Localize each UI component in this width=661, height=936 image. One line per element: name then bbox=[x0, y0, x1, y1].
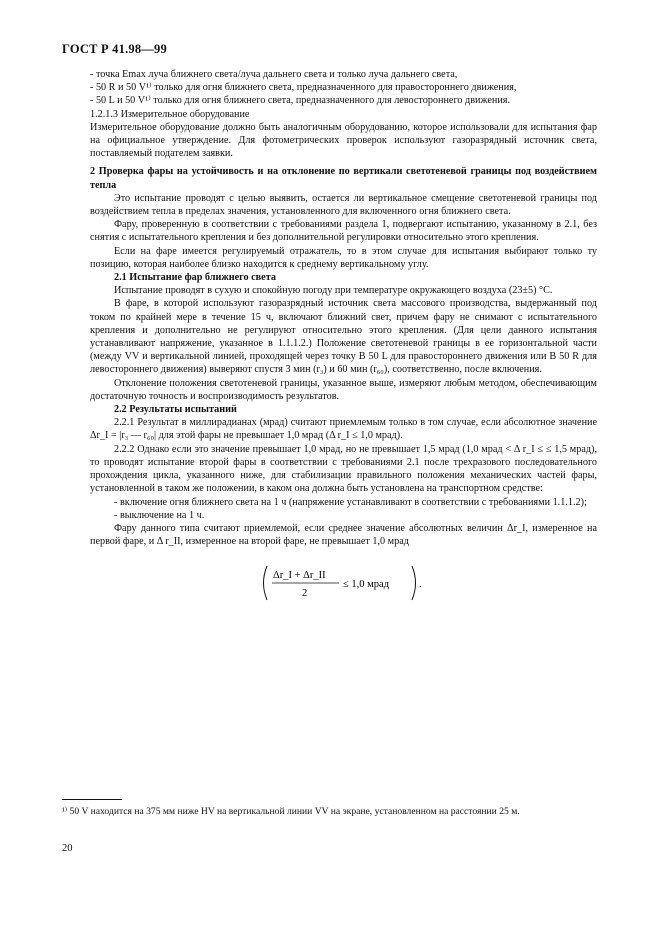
paragraph-list bbox=[90, 68, 597, 548]
paragraph: - точка Emax луча ближнего света/луча дальнего света и только луча дальнего света, bbox=[90, 69, 458, 80]
paragraph: 2.1 Испытание фар ближнего света bbox=[114, 272, 276, 284]
paragraph: Если на фаре имеется регулируемый отражатель, то в этом случае для испытания выбирают только ту позицию, которая наиболее близко находится к среднему вертикальному углу. bbox=[90, 245, 597, 270]
formula-denominator: 2 bbox=[301, 588, 307, 600]
paragraph: - выключение на 1 ч. bbox=[114, 509, 205, 521]
paragraph: Отклонение положения светотеневой границы, указанное выше, измеряют любым методом, обеспечивающим достаточную точность и воспроизводимость результатов. bbox=[90, 377, 597, 402]
formula-relation: ≤ 1,0 мрад bbox=[342, 579, 389, 591]
paragraph: Фару, проверенную в соответствии с требованиями раздела 1, подвергают испытанию, указанному в 2.1, без снятия с испытательного крепления и без дополнительной регулировки относительно этого крепления. bbox=[90, 219, 597, 244]
page-number: 20 bbox=[62, 843, 73, 854]
formula-numerator: Δr_I + Δr_II bbox=[272, 570, 326, 582]
formula bbox=[90, 562, 597, 602]
paragraph: В фаре, в которой используют газоразрядный источник света массового производства, выдержанный под током по крайней мере в течение 15 ч, включают ближний свет, причем фару не снимают с испытательного крепления и дополнительно не регулируют относительно этого крепления. (Для цели данного испытания устанавливают напряжение, указанное в 1.1.1.2.) Положение светотеневой границы в ее горизонтальной части (между VV и вертикальной линией, проходящей через точку B 50 L для правостороннего движения или B 50 R для левостороннего движения) выверяют спустя 3 мин (r₃) и 60 мин (r₆₀), соответственно, после включения. bbox=[90, 298, 597, 376]
paragraph: Измерительное оборудование должно быть аналогичным оборудованию, которое использовали для испытания фар на официальное утверждение. Для фотометрических проверок используют газоразрядный источник света, поставляемый подателем заявки. bbox=[90, 121, 597, 160]
document-header: ГОСТ Р 41.98—99 bbox=[62, 42, 167, 56]
paragraph: 1.2.1.3 Измерительное оборудование bbox=[90, 108, 250, 120]
footnote: ¹⁾ 50 V находится на 375 мм ниже HV на вертикальной линии VV на экране, установленном на расстоянии 25 м. bbox=[62, 806, 520, 817]
paragraph: Это испытание проводят с целью выявить, остается ли вертикальное смещение светотеневой границы под воздействием тепла в пределах значения, установленного для включенного огня ближнего света. bbox=[90, 192, 597, 218]
paragraph: - 50 L и 50 V¹⁾ только для огня ближнего света, предназначенного для левостороннего движения. bbox=[90, 95, 511, 107]
paragraph: Фару данного типа считают приемлемой, если среднее значение абсолютных величин Δr_I, измеренное на первой фаре, и Δ r_II, измеренное на второй фаре, не превышает 1,0 мрад bbox=[90, 522, 597, 548]
paragraph: 2.2 Результаты испытаний bbox=[114, 404, 237, 416]
formula-graphic bbox=[259, 562, 429, 604]
formula-end: . bbox=[418, 579, 422, 591]
main-text bbox=[90, 68, 597, 612]
paragraph: 2 Проверка фары на устойчивость и на отклонение по вертикали светотеневой границы под воздействием тепла bbox=[90, 166, 597, 191]
paragraph: - включение огня ближнего света на 1 ч (напряжение устанавливают в соответствии с требованиями 1.1.1.2); bbox=[114, 496, 587, 508]
paragraph: Испытание проводят в сухую и спокойную погоду при температуре окружающего воздуха (23±5) °С. bbox=[114, 285, 553, 297]
paragraph: 2.2.2 Однако если это значение превышает 1,0 мрад, но не превышает 1,5 мрад (1,0 мрад < Δ r_I ≤ ≤ 1,5 мрад), то проводят испытание второй фары в соответствии с требованиями 2.1 после трехразового последовательного прохождения цикла, указанного ниже, для стабилизации правильного положения механических частей фары, установленной в таком же положении, в каком она должна быть установлена на транспортном средстве: bbox=[90, 443, 597, 495]
footnote-separator bbox=[62, 799, 122, 800]
paragraph: 2.2.1 Результат в миллирадианах (мрад) считают приемлемым только в том случае, если абсолютное значение Δr_I = |r₃ — r₆₀| для этой фары не превышает 1,0 мрад (Δ r_I ≤ 1,0 мрад). bbox=[90, 417, 597, 442]
paragraph: - 50 R и 50 V¹⁾ только для огня ближнего света, предназначенного для правостороннего движения, bbox=[90, 82, 517, 94]
